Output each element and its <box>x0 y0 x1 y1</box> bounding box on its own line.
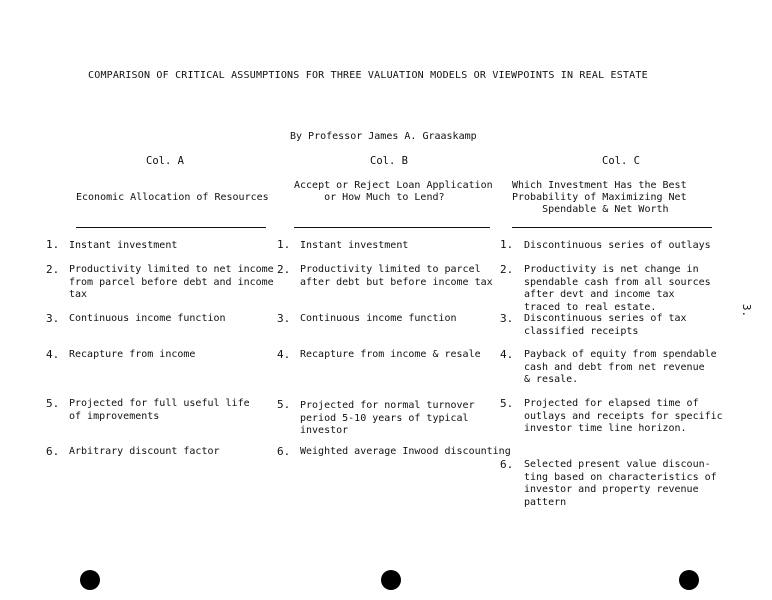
column-a-item-text: Arbitrary discount factor <box>69 446 220 457</box>
column-c-item-text: Selected present value discoun- ting based on characteristics of investor and property revenue pattern <box>524 459 717 508</box>
punch-hole <box>381 570 401 590</box>
column-b-item-text: Weighted average Inwood discounting <box>300 446 511 457</box>
column-b-item-number: 6. <box>277 445 291 458</box>
column-b-item-number: 5. <box>277 398 291 411</box>
column-b-label: Col. B <box>370 155 408 167</box>
punch-hole <box>80 570 100 590</box>
column-a-rule <box>76 227 266 228</box>
column-b-item-number: 2. <box>277 263 291 276</box>
column-b-item-text: Productivity limited to parcel after debt but before income tax <box>300 264 493 288</box>
column-a-label: Col. A <box>146 155 184 167</box>
column-c-label: Col. C <box>602 155 640 167</box>
column-a-heading: Economic Allocation of Resources <box>76 192 269 203</box>
column-a-item-text: Continuous income function <box>69 313 226 324</box>
column-b-item-number: 1. <box>277 238 291 251</box>
column-b-item-number: 3. <box>277 312 291 325</box>
column-c-rule <box>512 227 712 228</box>
column-b-item-text: Instant investment <box>300 240 409 251</box>
column-b-item-text: Projected for normal turnover period 5-10 years of typical investor <box>300 400 475 436</box>
column-a-item-text: Productivity limited to net income from parcel before debt and income tax <box>69 264 274 300</box>
column-c-item-text: Productivity is net change in spendable cash from all sources after devt and income tax traced to real estate. <box>524 264 711 313</box>
column-c-item-text: Discontinuous series of outlays <box>524 240 711 251</box>
page-title: COMPARISON OF CRITICAL ASSUMPTIONS FOR THREE VALUATION MODELS OR VIEWPOINTS IN REAL ESTATE <box>88 70 648 81</box>
column-b-item-text: Recapture from income & resale <box>300 349 481 360</box>
column-c-item-text: Discontinuous series of tax classified receipts <box>524 313 687 337</box>
page-number: 3. <box>740 303 754 318</box>
column-a-item-text: Recapture from income <box>69 349 196 360</box>
column-a-item-number: 2. <box>46 263 60 276</box>
column-a-item-text: Projected for full useful life of improvements <box>69 398 250 422</box>
author-line: By Professor James A. Graaskamp <box>290 131 477 142</box>
column-c-heading: Which Investment Has the Best Probability of Maximizing Net Spendable & Net Worth <box>512 180 687 215</box>
column-b-rule <box>294 227 490 228</box>
column-b-heading: Accept or Reject Loan Application or How Much to Lend? <box>294 180 493 203</box>
column-a-item-number: 1. <box>46 238 60 251</box>
column-b-item-text: Continuous income function <box>300 313 457 324</box>
column-a-item-number: 3. <box>46 312 60 325</box>
column-a-item-number: 5. <box>46 397 60 410</box>
column-c-item-text: Projected for elapsed time of outlays and receipts for specific investor time line horizon. <box>524 398 723 434</box>
column-a-item-number: 6. <box>46 445 60 458</box>
column-a-item-number: 4. <box>46 348 60 361</box>
column-b-item-number: 4. <box>277 348 291 361</box>
column-c-item-number: 5. <box>500 397 514 410</box>
column-c-item-number: 2. <box>500 263 514 276</box>
column-c-item-text: Payback of equity from spendable cash and debt from net revenue & resale. <box>524 349 717 385</box>
column-a-item-text: Instant investment <box>69 240 178 251</box>
column-c-item-number: 4. <box>500 348 514 361</box>
punch-hole <box>679 570 699 590</box>
column-c-item-number: 3. <box>500 312 514 325</box>
column-c-item-number: 6. <box>500 458 514 471</box>
column-c-item-number: 1. <box>500 238 514 251</box>
